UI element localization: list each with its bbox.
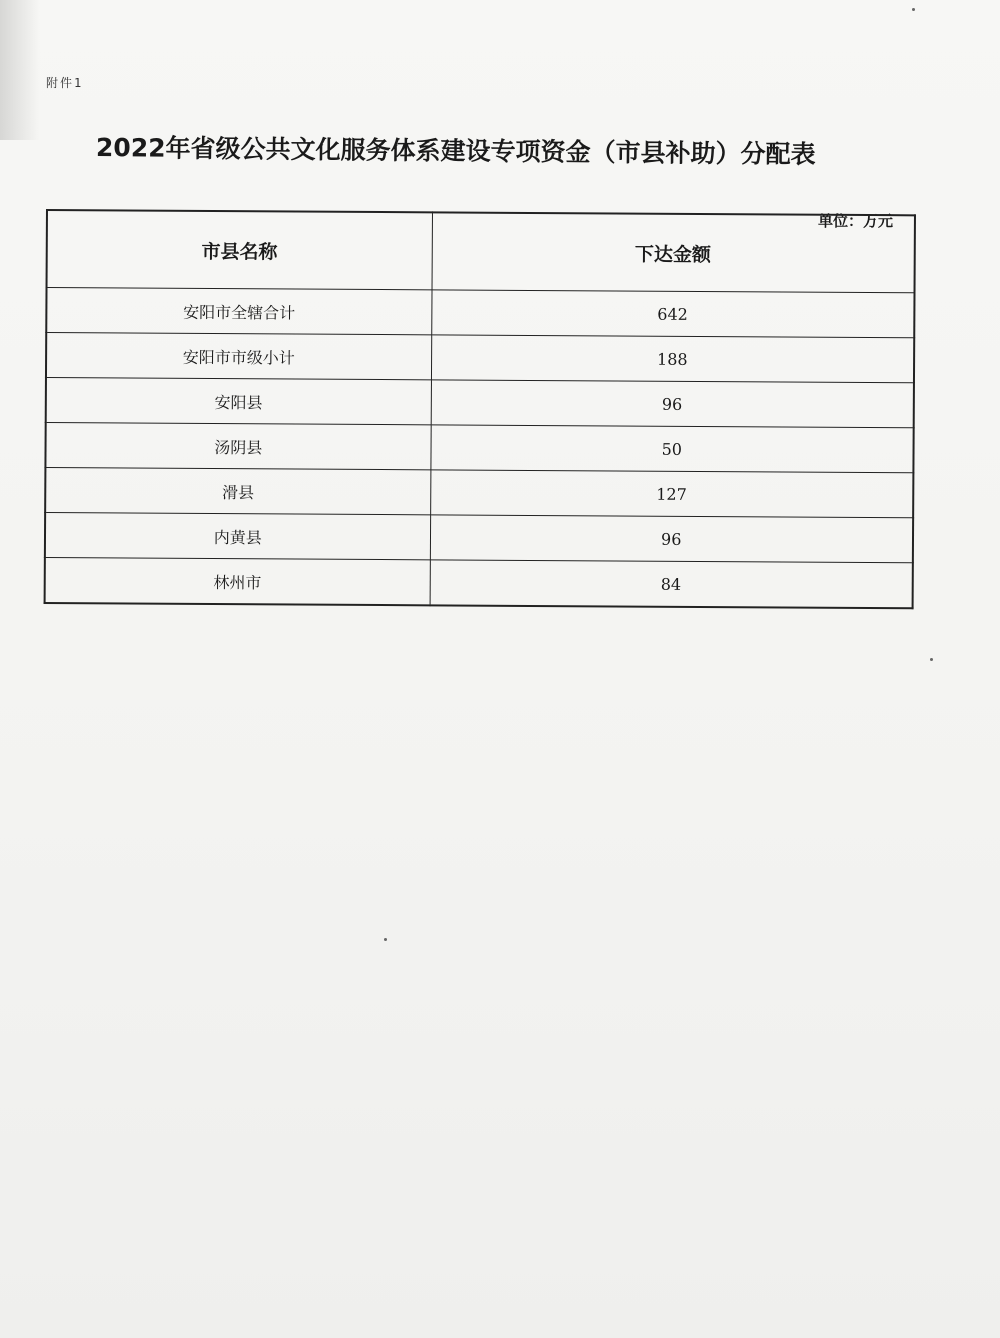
county-name-cell: 林州市 <box>45 557 430 605</box>
county-name-cell: 汤阴县 <box>45 423 430 470</box>
attachment-mark: 附件1 <box>46 76 84 90</box>
county-name-cell: 内黄县 <box>45 513 430 560</box>
county-name-cell: 安阳县 <box>46 378 431 425</box>
table-row <box>46 378 914 428</box>
scan-speck <box>384 938 387 941</box>
table-row <box>45 557 913 608</box>
allocation-table <box>44 209 916 609</box>
table-row <box>45 513 913 563</box>
document-title: 2022年省级公共文化服务体系建设专项资金（市县补助）分配表 <box>95 133 816 169</box>
county-name-cell: 安阳市全辖合计 <box>46 288 431 335</box>
scan-corner-shadow <box>0 0 40 140</box>
amount-cell: 84 <box>430 560 913 608</box>
amount-cell: 642 <box>431 290 914 338</box>
unit-label: 单位：万元 <box>818 212 894 230</box>
column-header-amount: 下达金额 <box>432 212 915 292</box>
amount-cell: 50 <box>430 425 913 473</box>
table-row <box>46 288 914 338</box>
amount-cell: 188 <box>431 335 914 383</box>
scan-speck <box>912 8 915 11</box>
amount-cell: 127 <box>430 470 913 518</box>
column-header-county: 市县名称 <box>47 210 432 290</box>
county-name-cell: 滑县 <box>45 468 430 515</box>
county-name-cell: 安阳市市级小计 <box>46 333 431 380</box>
amount-cell: 96 <box>430 515 913 563</box>
table-row <box>45 468 913 518</box>
amount-cell: 96 <box>431 380 914 428</box>
allocation-table-container <box>44 209 914 609</box>
scan-speck <box>930 658 933 661</box>
table-row <box>46 333 914 383</box>
table-header-row <box>47 210 915 293</box>
table-row <box>45 423 913 473</box>
